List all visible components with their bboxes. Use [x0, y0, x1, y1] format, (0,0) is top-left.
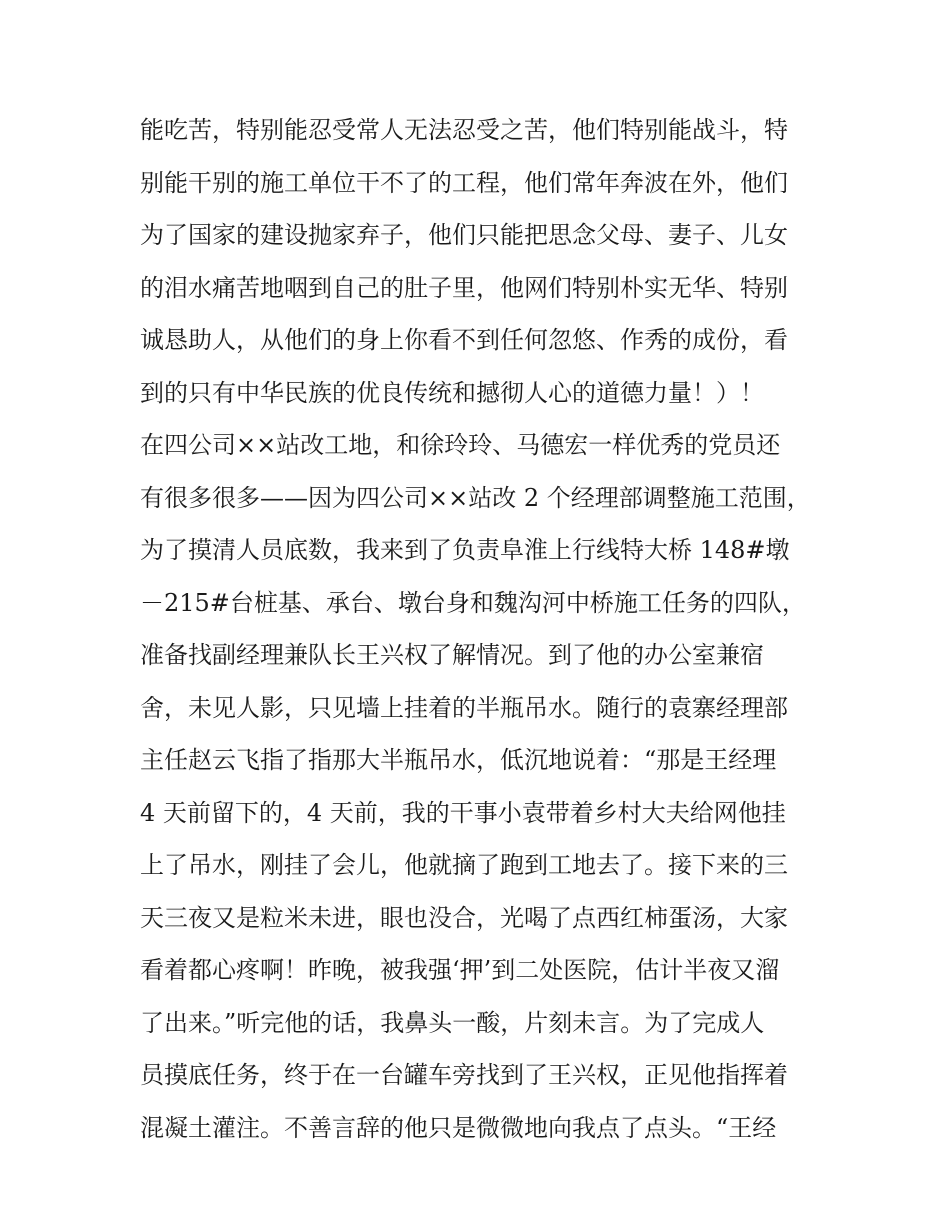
text-line: 有很多很多——因为四公司××站改 2 个经理部调整施工范围，: [140, 483, 811, 512]
text-line: 了出来。”听完他的话，我鼻头一酸，片刻未言。为了完成人: [140, 1008, 765, 1037]
text-line: 能吃苦，特别能忍受常人无法忍受之苦，他们特别能战斗，特: [140, 116, 788, 144]
text-line: 准备找副经理兼队长王兴权了解情况。到了他的办公室兼宿: [140, 641, 764, 669]
text-line: 4 天前留下的，4 天前，我的干事小袁带着乡村大夫给网他挂: [140, 798, 786, 827]
text-line: 混凝土灌注。不善言辞的他只是微微地向我点了点头。“王经: [140, 1113, 777, 1142]
text-line: 到的只有中华民族的优良传统和撼彻人心的道德力量！）！: [140, 378, 764, 407]
text-line: 在四公司××站改工地，和徐玲玲、马德宏一样优秀的党员还: [140, 431, 781, 459]
text-line: 看着都心疼啊！昨晚，被我强‘押’到二处医院，估计半夜又溜: [140, 956, 780, 984]
text-line: －215#台桩基、承台、墩台身和魏沟河中桥施工任务的四队，: [140, 588, 806, 617]
text-line: 别能干别的施工单位干不了的工程，他们常年奔波在外，他们: [140, 168, 788, 197]
text-line: 天三夜又是粒米未进，眼也没合，光喝了点西红柿蛋汤，大家: [140, 903, 788, 932]
text-line: 的泪水痛苦地咽到自己的肚子里，他网们特别朴实无华、特别: [140, 273, 788, 302]
text-line: 舍，未见人影，只见墙上挂着的半瓶吊水。随行的袁寨经理部: [140, 693, 788, 722]
text-line: 为了国家的建设抛家弃子，他们只能把思念父母、妻子、儿女: [140, 221, 788, 249]
body-text: [140, 104, 830, 1154]
text-line: 员摸底任务，终于在一台罐车旁找到了王兴权，正见他指挥着: [140, 1061, 788, 1089]
text-line: 主任赵云飞指了指那大半瓶吊水，低沉地说着：“那是王经理: [140, 746, 777, 774]
text-line: 上了吊水，刚挂了会儿，他就摘了跑到工地去了。接下来的三: [140, 851, 788, 879]
text-line: 诚恳助人，从他们的身上你看不到任何忽悠、作秀的成份，看: [140, 326, 788, 354]
text-line: 为了摸清人员底数，我来到了负责阜淮上行线特大桥 148#墩: [140, 536, 790, 564]
